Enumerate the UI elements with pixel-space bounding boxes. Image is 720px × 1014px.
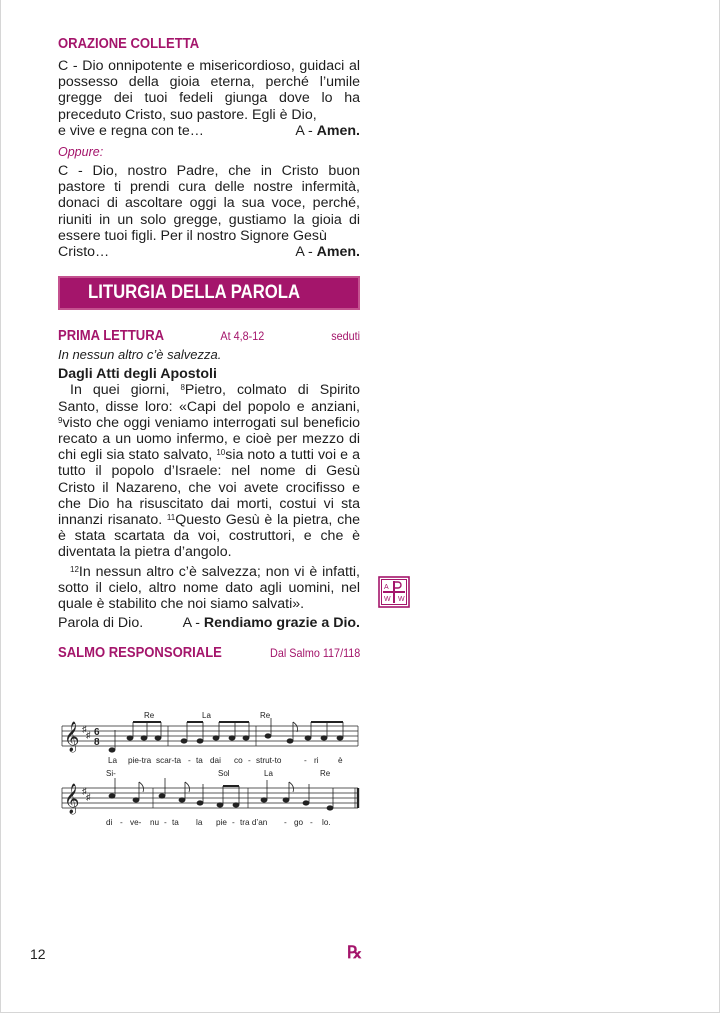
lyric: nu	[150, 818, 160, 827]
staff-2	[62, 788, 358, 808]
chord: Re	[260, 711, 271, 720]
salmo-heading: SALMO RESPONSORIALE	[58, 645, 222, 662]
response-prefix: A -	[182, 615, 204, 632]
lyric: -	[304, 756, 307, 765]
colletta-alt-last-text: Cristo…	[58, 244, 110, 261]
chord: Re	[320, 769, 331, 778]
salmo-reference: Dal Salmo 117/118	[269, 646, 360, 661]
lyric: ta	[172, 818, 179, 827]
lyric: ve-	[130, 818, 142, 827]
sharp-icon: ♯	[86, 730, 91, 740]
lyric: strut-to	[256, 756, 282, 765]
lyric: -	[164, 818, 167, 827]
colletta-alt-body: C - Dio, nostro Padre, che in Cristo buon pastore ti prendi cura delle nostre infermità, donaci di ascoltare oggi la sua voce, perché, riuniti in un solo gregge, gustiamo la gioia di essere tuoi figli. Per il nostro Signore Gesù	[58, 163, 360, 244]
lyric: scar-ta	[156, 756, 182, 765]
chi-rho-alpha-omega-icon	[378, 576, 410, 608]
banner-title: LITURGIA DELLA PAROLA	[88, 282, 301, 304]
response-amen: Amen.	[316, 244, 360, 261]
chord: Sol	[218, 769, 230, 778]
prima-lettura-source: Dagli Atti degli Apostoli	[58, 366, 217, 383]
lyric: pie-tra	[128, 756, 152, 765]
verse-number: 8	[180, 383, 185, 393]
time-signature-6: 6	[94, 727, 100, 738]
colletta-alt-response	[295, 244, 360, 260]
parola-di-dio: Parola di Dio.	[58, 615, 144, 632]
lyric: -	[232, 818, 235, 827]
prima-lettura-reference: At 4,8-12	[219, 329, 264, 344]
treble-clef-icon: 𝄞	[64, 783, 80, 813]
music-score	[58, 708, 363, 833]
text-span: Pietro, colmato di Spirito Santo, disse loro: «Capi del popolo e anziani,	[58, 382, 360, 415]
prima-lettura-paragraph-1	[58, 382, 360, 560]
colletta-last-text: e vive e regna con te…	[58, 122, 204, 139]
svg-text:A: A	[384, 584, 389, 591]
lyric: pie	[216, 818, 227, 827]
staff-1	[62, 726, 358, 746]
sharp-icon: ♯	[82, 786, 87, 796]
prima-lettura-subtitle: In nessun altro c’è salvezza.	[58, 347, 222, 363]
colletta-endline	[58, 123, 360, 139]
chord: Re	[144, 711, 155, 720]
response-amen: Amen.	[316, 122, 360, 139]
prima-lettura-posture: seduti	[331, 329, 360, 344]
chord: La	[264, 769, 273, 778]
text-span: visto che oggi veniamo interrogati sul beneficio recato a un uomo infermo, e cioè per mezzo di chi egli sia stato salvato,	[58, 414, 360, 464]
lyric: co	[234, 756, 243, 765]
lyric: di	[106, 818, 113, 827]
main-column	[58, 36, 360, 661]
lyric: la	[196, 818, 203, 827]
liturgia-banner	[58, 276, 360, 310]
chord: La	[202, 711, 211, 720]
lyrics-line-2	[106, 818, 331, 827]
lyric: -	[310, 818, 313, 827]
lyric: lo.	[322, 818, 331, 827]
response-symbol-icon: ℞	[347, 943, 363, 962]
closing-response	[183, 615, 360, 631]
lyric: -	[284, 818, 287, 827]
text-span: Questo Gesù è la pietra, che è stata scartata da voi, costruttori, e che è diventata la pietra d’angolo.	[58, 512, 360, 561]
text-span: In quei giorni,	[70, 382, 181, 399]
lyric: è	[338, 756, 343, 765]
salmo-header	[58, 645, 360, 661]
chord: Si-	[106, 769, 116, 778]
lyric: ta	[196, 756, 203, 765]
lyrics-line-1	[108, 756, 343, 765]
prima-lettura-header	[58, 328, 360, 344]
verse-number: 9	[58, 415, 63, 425]
prima-lettura-heading: PRIMA LETTURA	[58, 328, 165, 345]
response-prefix: A -	[295, 244, 317, 261]
svg-text:W: W	[398, 596, 405, 603]
lyric: go	[294, 818, 304, 827]
verse-number: 10	[216, 448, 226, 458]
verse-number: 11	[166, 513, 176, 523]
notes-line-1	[109, 718, 343, 752]
time-signature-8: 8	[94, 737, 100, 748]
response-text: Rendiamo grazie a Dio.	[203, 615, 360, 632]
page-number: 12	[30, 946, 46, 962]
response-prefix: A -	[295, 122, 317, 139]
lyric: dai	[210, 756, 221, 765]
lyric: La	[108, 756, 118, 765]
notes-line-2	[109, 778, 333, 810]
lyric: -	[120, 818, 123, 827]
colletta-heading: ORAZIONE COLLETTA	[58, 36, 200, 52]
oppure-label: Oppure:	[58, 145, 104, 160]
colletta-alt-endline	[58, 244, 360, 260]
prima-lettura-closing	[58, 615, 360, 631]
lyric: tra d’an	[240, 818, 268, 827]
verse-number: 12	[70, 564, 79, 574]
colletta-response	[295, 123, 360, 139]
chords-line-1	[144, 711, 271, 720]
text-span: sia noto a tutti voi e a tutto il popolo d’Israele: nel nome di Gesù Cristo il Nazareno, che voi avete crocifisso e che Dio ha risuscitato dai morti, costui vi sta innanzi risanato.	[58, 447, 361, 529]
lyric: ri	[314, 756, 319, 765]
treble-clef-icon: 𝄞	[64, 721, 80, 751]
prima-lettura-paragraph-2	[58, 564, 360, 613]
colletta-body: C - Dio onnipotente e misericordioso, guidaci al possesso della gioia eterna, perché l’umile gregge dei tuoi fedeli giunga dove lo ha preceduto Cristo, suo pastore. Egli è Dio,	[58, 58, 360, 123]
text-span: In nessun altro c’è salvezza; non vi è infatti, sotto il cielo, altro nome dato agli uomini, nel quale è stabilito che noi siamo salvati».	[58, 563, 360, 613]
clefs-and-keys	[64, 721, 100, 815]
lyric: -	[248, 756, 251, 765]
chords-line-2	[106, 769, 331, 778]
sharp-icon: ♯	[82, 724, 87, 734]
lyric: -	[188, 756, 191, 765]
sharp-icon: ♯	[86, 792, 91, 802]
svg-text:W: W	[384, 596, 391, 603]
